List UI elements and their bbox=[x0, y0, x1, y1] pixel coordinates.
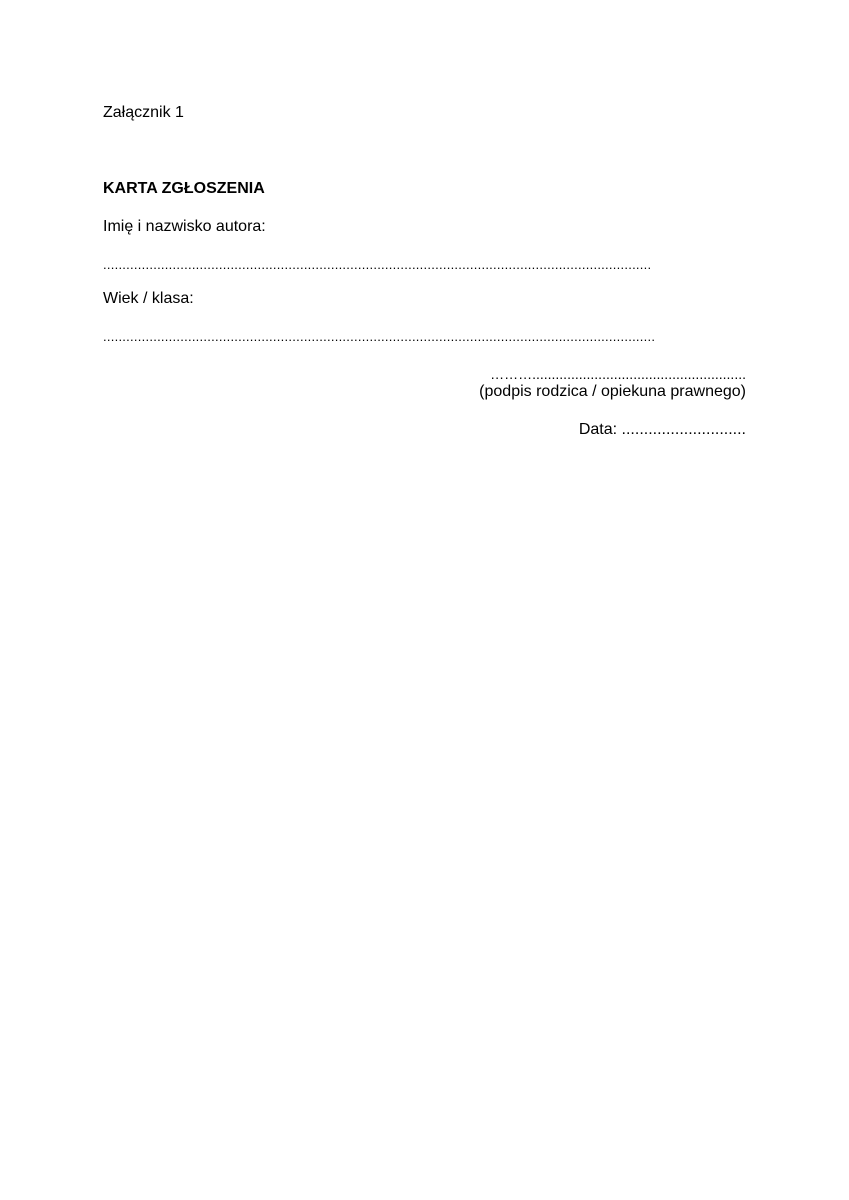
form-title: KARTA ZGŁOSZENIA bbox=[103, 180, 265, 197]
annex-label: Załącznik 1 bbox=[103, 104, 184, 121]
author-name-field[interactable]: .............................................................................................................................................. bbox=[103, 257, 652, 272]
signature-caption: (podpis rodzica / opiekuna prawnego) bbox=[479, 383, 746, 400]
signature-field[interactable]: ………....................................................... bbox=[490, 366, 746, 382]
age-class-field[interactable]: ............................................................................................................................................... bbox=[103, 329, 656, 344]
date-field[interactable]: Data: ............................ bbox=[578, 421, 746, 438]
author-name-label: Imię i nazwisko autora: bbox=[103, 218, 266, 235]
age-class-label: Wiek / klasa: bbox=[103, 290, 194, 307]
